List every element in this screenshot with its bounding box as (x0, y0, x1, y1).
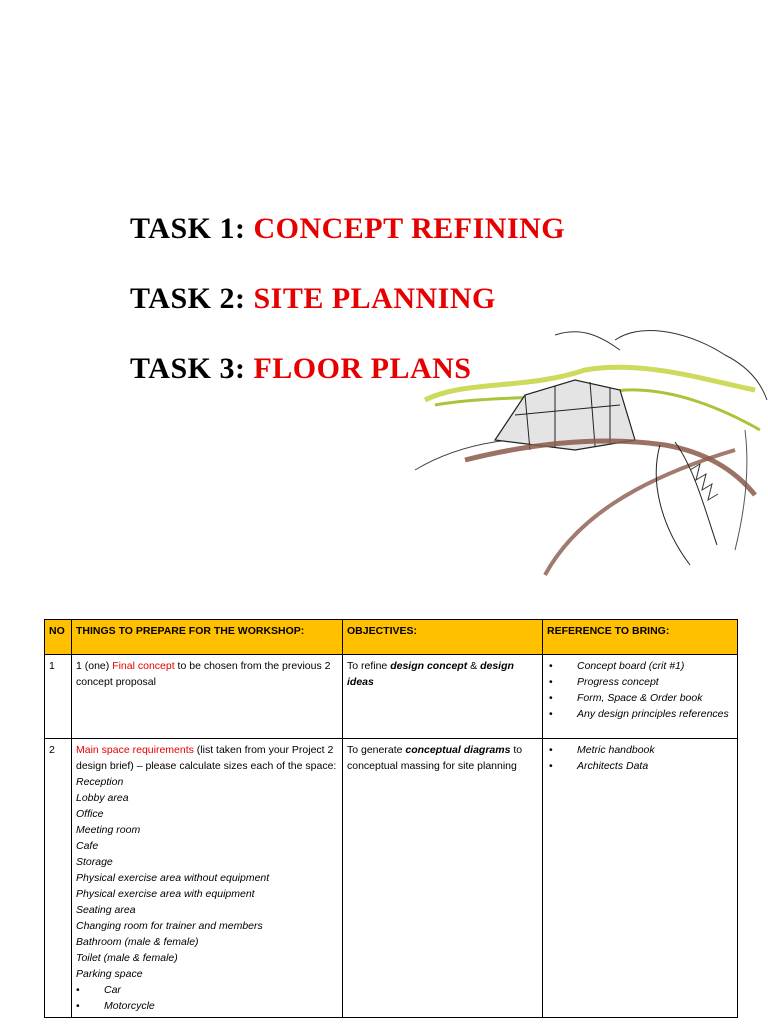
table-row (45, 739, 738, 1018)
list-item: • Architects Data (547, 758, 733, 774)
objective-cell: To refine design concept & design ideas (343, 655, 543, 739)
task-3-title: TASK 3: FLOOR PLANS (130, 352, 472, 385)
list-item: • Car (76, 982, 338, 998)
space-item: Office (76, 808, 104, 820)
task-2-title: TASK 2: SITE PLANNING (130, 282, 496, 315)
reference-cell (543, 739, 738, 1018)
header-no: NO (45, 620, 72, 655)
space-item: Seating area (76, 904, 136, 916)
list-item: • Any design principles references (547, 706, 733, 722)
list-item: • Concept board (crit #1) (547, 658, 733, 674)
header-objectives: OBJECTIVES: (343, 620, 543, 655)
list-item: • Motorcycle (76, 998, 338, 1014)
prepare-cell: Main space requirements (list taken from your Project 2 design brief) – please calculate sizes each of the space: Reception Lobby area Office Meeting room Cafe Storage Physical exercise area without equipment Physical exercise area with equipment Seating area Changing room for trainer and members Bathroom (male & female) Toilet (male & female) Parking space • Car • Motorcycle (72, 739, 343, 1018)
prepare-cell: 1 (one) Final concept to be chosen from the previous 2 concept proposal (72, 655, 343, 739)
space-item: Physical exercise area without equipment (76, 872, 270, 884)
row-number: 2 (45, 739, 72, 1018)
space-item: Storage (76, 856, 113, 868)
row-number: 1 (45, 655, 72, 739)
space-item: Meeting room (76, 824, 141, 836)
list-item: • Form, Space & Order book (547, 690, 733, 706)
space-item: Bathroom (male & female) (76, 936, 199, 948)
space-item: Physical exercise area with equipment (76, 888, 255, 900)
space-item: Toilet (male & female) (76, 952, 178, 964)
workshop-table (44, 619, 738, 1018)
space-item: Lobby area (76, 792, 129, 804)
list-item: • Metric handbook (547, 742, 733, 758)
list-item: • Progress concept (547, 674, 733, 690)
reference-cell (543, 655, 738, 739)
table-row (45, 655, 738, 739)
space-item: Cafe (76, 840, 99, 852)
table-header-row (45, 620, 738, 655)
objective-cell: To generate conceptual diagrams to conceptual massing for site planning (343, 739, 543, 1018)
task-1-title: TASK 1: CONCEPT REFINING (130, 212, 566, 245)
space-item: Parking space (76, 968, 143, 980)
space-item: Reception (76, 776, 124, 788)
header-reference: REFERENCE TO BRING: (543, 620, 738, 655)
architectural-sketch-illustration (405, 320, 768, 580)
header-things-to-prepare: THINGS TO PREPARE FOR THE WORKSHOP: (72, 620, 343, 655)
space-item: Changing room for trainer and members (76, 920, 263, 932)
